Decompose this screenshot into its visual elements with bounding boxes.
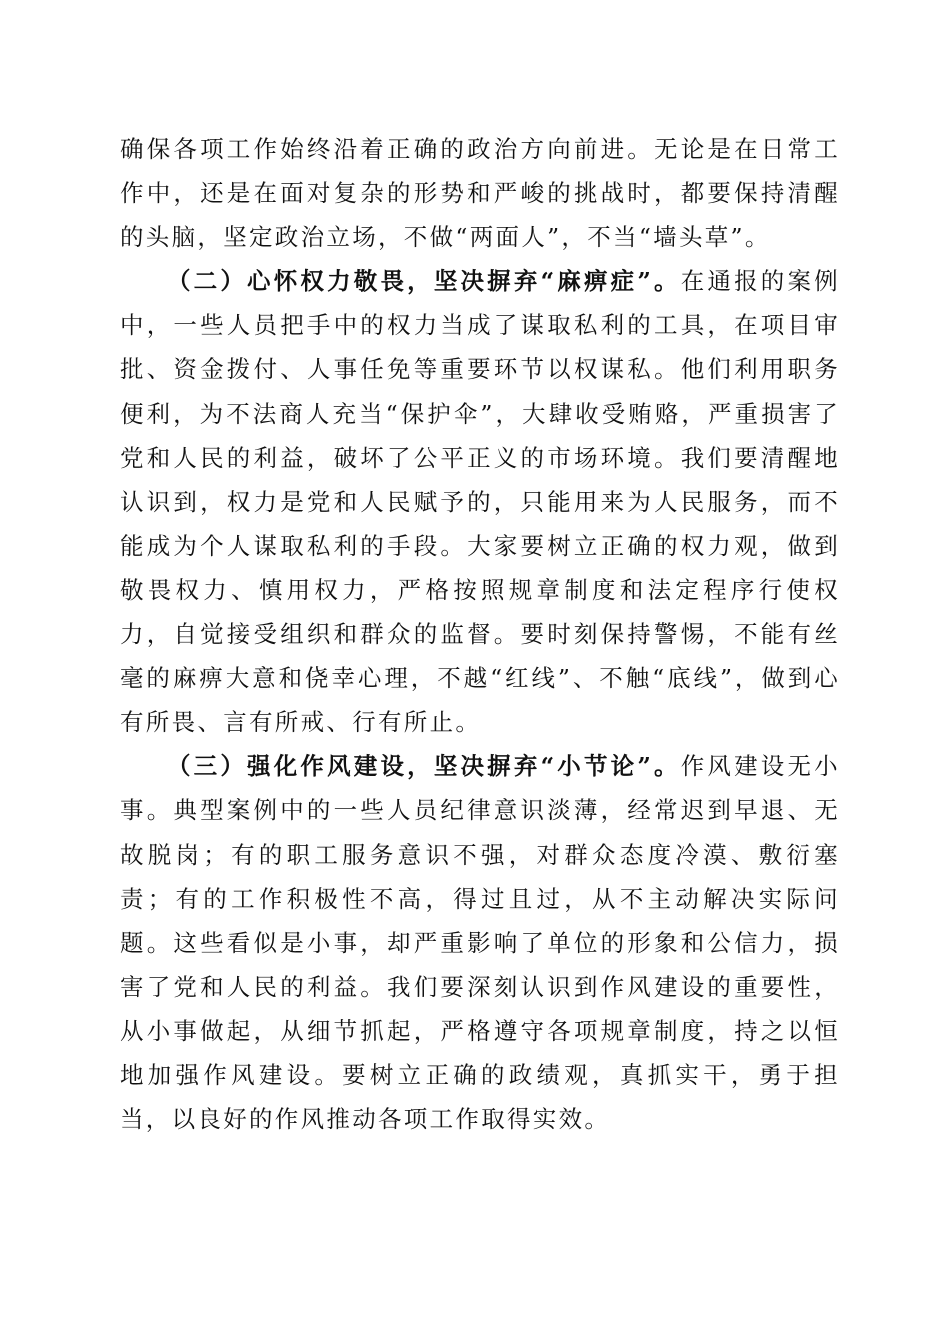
paragraph-section-3: [120, 744, 840, 1141]
section-heading: （二）心怀权力敬畏，坚决摒弃“麻痹症”。: [167, 267, 681, 296]
paragraph-text: 确保各项工作始终沿着正确的政治方向前进。无论是在日常工作中，还是在面对复杂的形势和严峻的挑战时，都要保持清醒的头脑，坚定政治立场，不做“两面人”，不当“墙头草”。: [120, 135, 840, 252]
document-page: [120, 127, 840, 1141]
section-heading: （三）强化作风建设，坚决摒弃“小节论”。: [167, 752, 681, 781]
paragraph-continuation: [120, 127, 840, 259]
paragraph-text: 在通报的案例中，一些人员把手中的权力当成了谋取私利的工具，在项目审批、资金拨付、人事任免等重要环节以权谋私。他们利用职务便利，为不法商人充当“保护伞”，大肆收受贿赂，严重损害了党和人民的利益，破坏了公平正义的市场环境。我们要清醒地认识到，权力是党和人民赋予的，只能用来为人民服务，而不能成为个人谋取私利的手段。大家要树立正确的权力观，做到敬畏权力、慎用权力，严格按照规章制度和法定程序行使权力，自觉接受组织和群众的监督。要时刻保持警惕，不能有丝毫的麻痹大意和侥幸心理，不越“红线”、不触“底线”，做到心有所畏、言有所戒、行有所止。: [120, 267, 840, 737]
paragraph-text: 作风建设无小事。典型案例中的一些人员纪律意识淡薄，经常迟到早退、无故脱岗；有的职工服务意识不强，对群众态度冷漠、敷衍塞责；有的工作积极性不高，得过且过，从不主动解决实际问题。这些看似是小事，却严重影响了单位的形象和公信力，损害了党和人民的利益。我们要深刻认识到作风建设的重要性，从小事做起，从细节抓起，严格遵守各项规章制度，持之以恒地加强作风建设。要树立正确的政绩观，真抓实干，勇于担当，以良好的作风推动各项工作取得实效。: [120, 752, 840, 1134]
paragraph-section-2: [120, 259, 840, 744]
